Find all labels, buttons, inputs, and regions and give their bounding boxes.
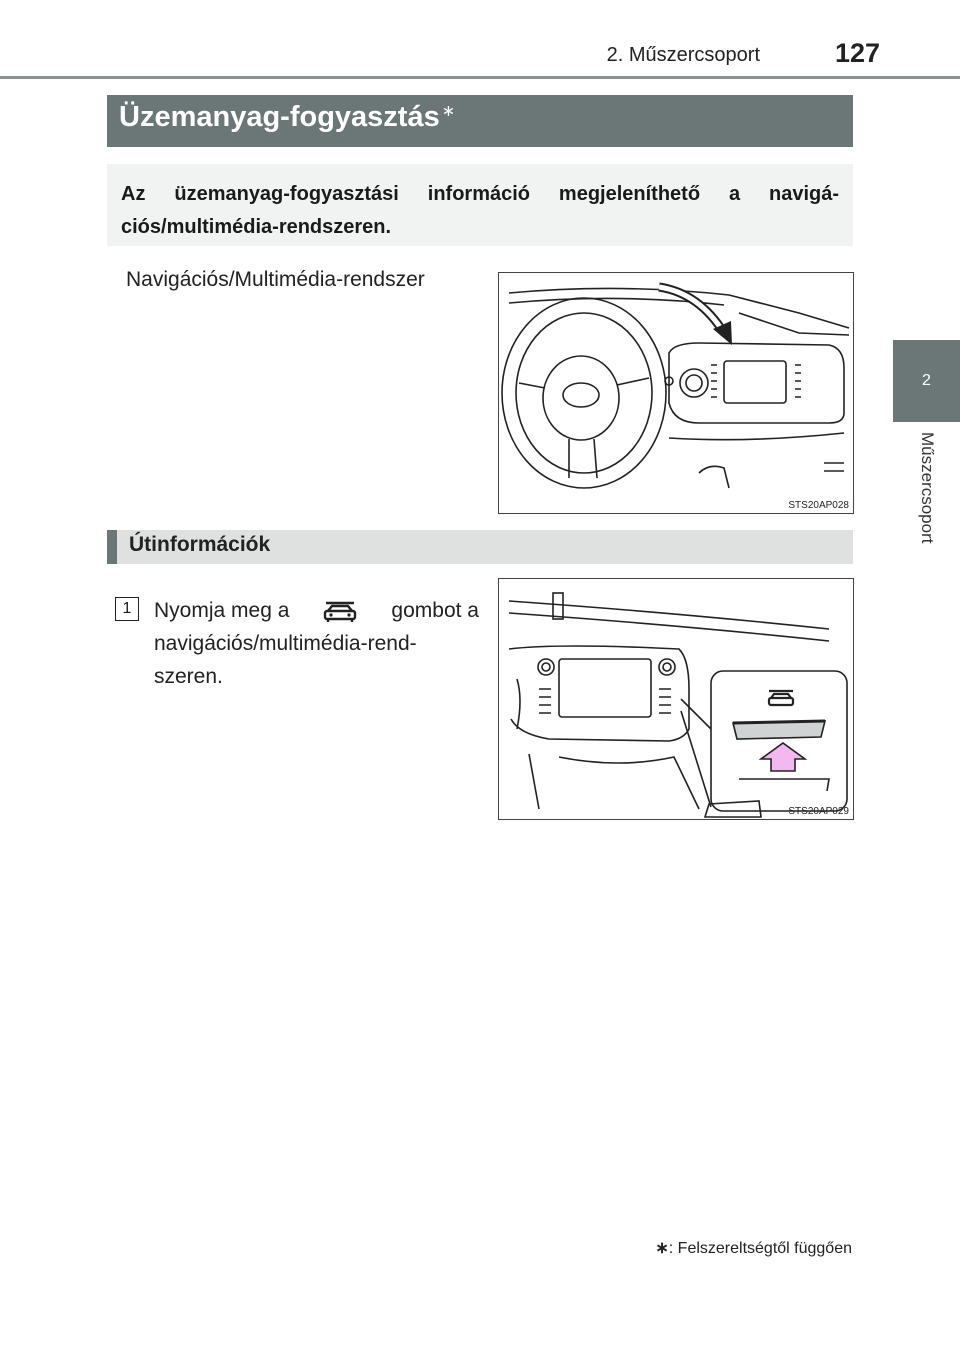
page-title (119, 101, 455, 134)
chapter-tab-label (893, 432, 960, 582)
subsection-heading: Útinformációk (129, 533, 271, 556)
page-number: 127 (834, 38, 880, 68)
chapter-tab[interactable]: 2 (893, 340, 960, 422)
step-instruction (154, 594, 479, 693)
figure-code: STS20AP029 (788, 806, 849, 817)
intro-box (107, 164, 853, 246)
chapter-tab-label-text: Műszercsoport (917, 432, 937, 544)
dashboard-illustration (498, 272, 854, 514)
step-text-after: gombot a (391, 599, 479, 622)
page-title-text: Üzemanyag-fogyasztás (119, 101, 440, 133)
dashboard-drawing (499, 273, 853, 513)
footnote-text: : Felszereltségtől függően (668, 1240, 852, 1257)
footnote (560, 1238, 852, 1258)
intro-text: Az üzemanyag-fogyasztási információ megjeleníthető a navigá-ciós/multimédia-rendszeren. (121, 183, 839, 238)
button-location-illustration (498, 578, 854, 820)
footnote-mark: ∗ (655, 1240, 669, 1257)
chapter-title: 2. Műszercsoport (606, 44, 760, 66)
optional-equipment-mark: ∗ (441, 103, 456, 120)
figure-label: Navigációs/Multimédia-rendszer (126, 268, 425, 291)
step-text-before: Nyomja meg a (154, 599, 290, 622)
section-title-bar (107, 95, 853, 147)
subsection-bar (107, 530, 853, 564)
step-text-line3: szeren. (154, 665, 223, 688)
step-text-line2: navigációs/multimédia-rend- (154, 632, 417, 655)
step-number: 1 (115, 597, 139, 621)
header-rule (0, 76, 960, 79)
console-drawing (499, 579, 853, 819)
car-icon (320, 597, 360, 625)
figure-code: STS20AP028 (788, 500, 849, 511)
